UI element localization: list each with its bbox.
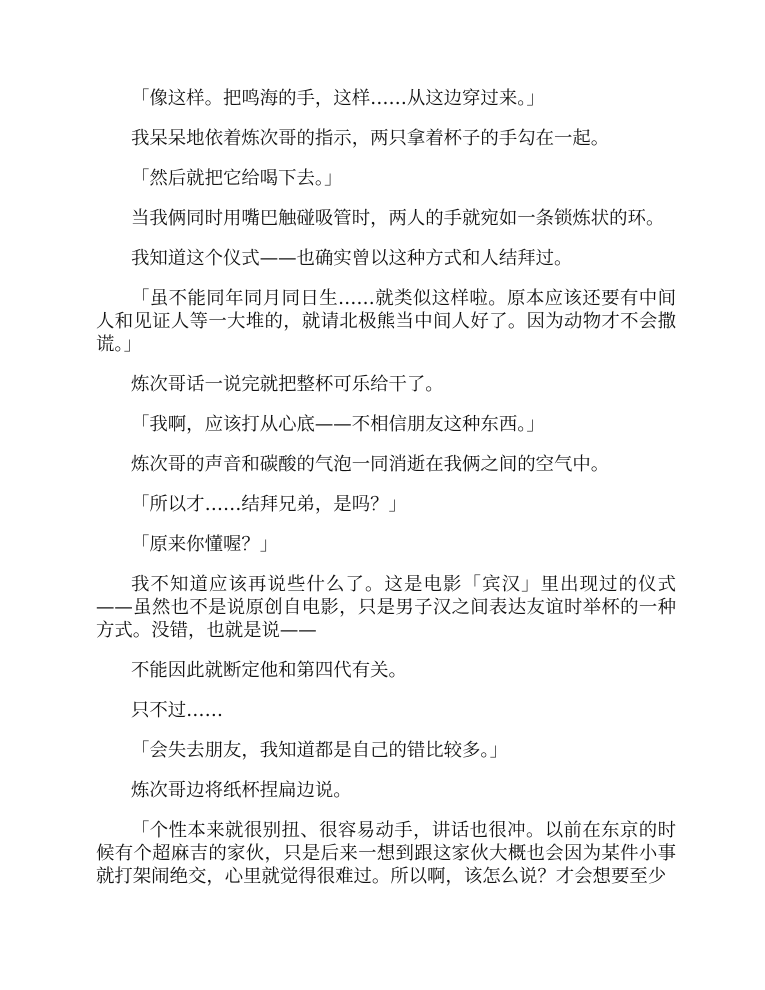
- paragraph: 炼次哥的声音和碳酸的气泡一同消逝在我俩之间的空气中。: [131, 454, 610, 475]
- paragraph: 「原来你懂喔？」: [131, 534, 279, 555]
- paragraph: 「会失去朋友，我知道都是自己的错比较多。」: [131, 740, 509, 761]
- paragraph: 不能因此就断定他和第四代有关。: [131, 660, 407, 681]
- paragraph: 「虽不能同年同月同日生……就类似这样啦。原本应该还要有中间人和见证人等一大堆的，就请北极熊当中间人好了。因为动物才不会撒谎。」: [96, 288, 676, 355]
- paragraph: 我呆呆地依着炼次哥的指示，两只拿着杯子的手勾在一起。: [131, 128, 610, 149]
- paragraph: 「像这样。把鸣海的手，这样……从这边穿过来。」: [131, 88, 545, 109]
- paragraph: 「然后就把它给喝下去。」: [131, 168, 343, 189]
- paragraph: 只不过……: [131, 700, 223, 721]
- paragraph: 我知道这个仪式——也确实曾以这种方式和人结拜过。: [131, 248, 573, 269]
- text-body: [96, 87, 676, 905]
- paragraph: 「所以才……结拜兄弟，是吗？」: [131, 494, 407, 515]
- paragraph: 「我啊，应该打从心底——不相信朋友这种东西。」: [131, 414, 545, 435]
- paragraph: 炼次哥边将纸杯捏扁边说。: [131, 780, 352, 801]
- paragraph: 当我俩同时用嘴巴触碰吸管时，两人的手就宛如一条锁炼状的环。: [131, 208, 665, 229]
- paragraph: 「个性本来就很别扭、很容易动手，讲话也很冲。以前在东京的时候有个超麻吉的家伙，只是后来一想到跟这家伙大概也会因为某件小事就打架闹绝交，心里就觉得很难过。所以啊，该怎么说？才会想要至少: [96, 820, 676, 887]
- paragraph: 炼次哥话一说完就把整杯可乐给干了。: [131, 374, 444, 395]
- paragraph: 我不知道应该再说些什么了。这是电影「宾汉」里出现过的仪式——虽然也不是说原创自电影，只是男子汉之间表达友谊时举杯的一种方式。没错，也就是说——: [96, 574, 676, 641]
